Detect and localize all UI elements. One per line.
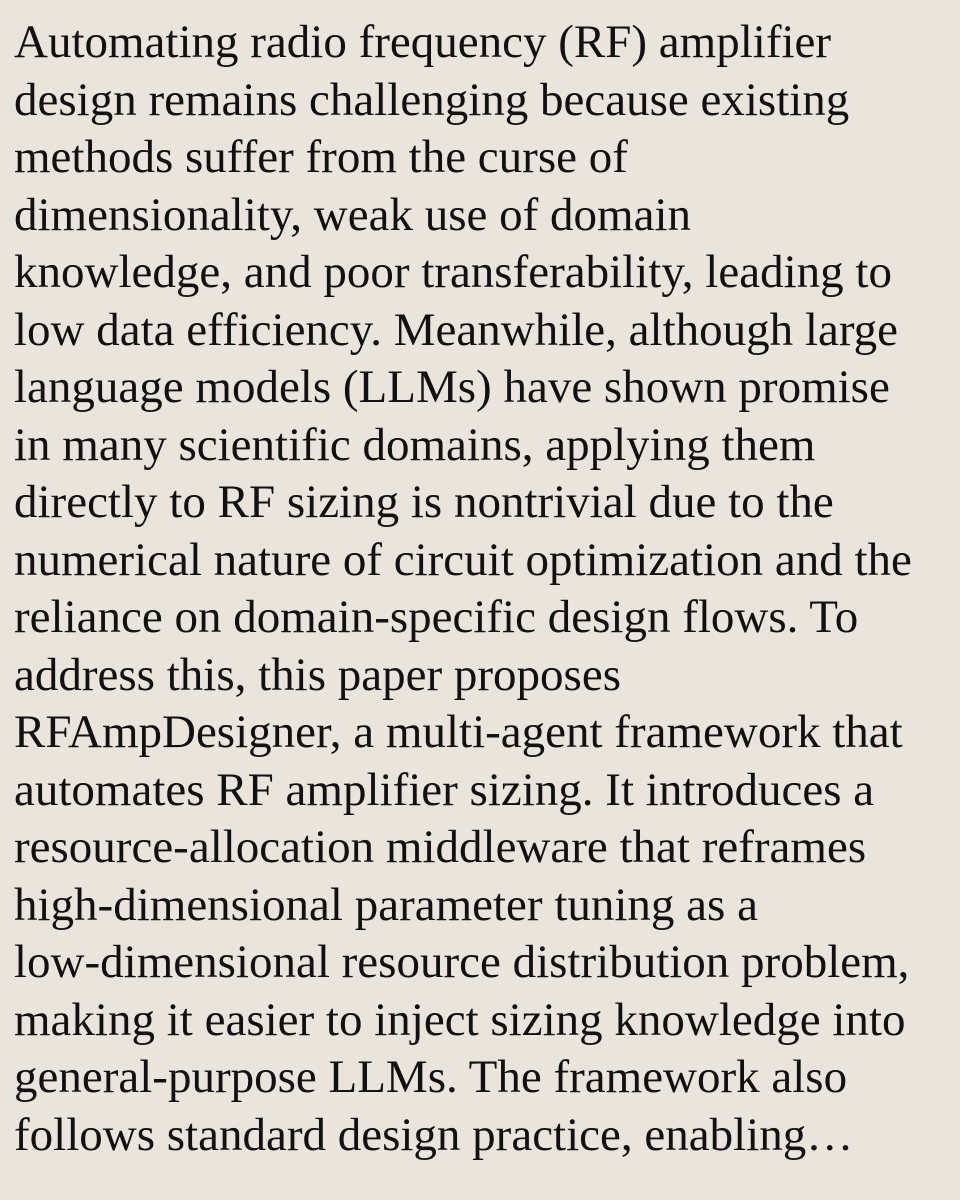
text-line: low-dimensional resource distribution problem, (14, 936, 910, 988)
text-line: general-purpose LLMs. The framework also (14, 1051, 848, 1103)
text-line: knowledge, and poor transferability, leading to (14, 246, 892, 298)
text-line: follows standard design practice, enabling… (14, 1108, 854, 1161)
text-line: design remains challenging because existing (14, 73, 850, 126)
text-line: language models (LLMs) have shown promise (14, 361, 890, 413)
text-line: numerical nature of circuit optimization and the (14, 533, 912, 586)
text-line: low data efficiency. Meanwhile, although large (14, 303, 898, 356)
text-line: making it easier to inject sizing knowledge into (14, 993, 906, 1046)
text-line: RFAmpDesigner, a multi-agent framework that (14, 706, 903, 758)
text-line: dimensionality, weak use of domain (14, 188, 692, 241)
text-line: methods suffer from the curse of (14, 131, 628, 183)
text-line: Automating radio frequency (RF) amplifier (14, 16, 832, 68)
text-line: directly to RF sizing is nontrivial due to the (14, 476, 834, 528)
text-line: resource-allocation middleware that reframes (14, 821, 867, 873)
text-line: reliance on domain-specific design flows. To (14, 591, 859, 643)
text-line: high-dimensional parameter tuning as a (14, 878, 758, 931)
text-line: automates RF amplifier sizing. It introduces a (14, 763, 875, 816)
text-line: in many scientific domains, applying them (14, 418, 816, 471)
text-line: address this, this paper proposes (14, 648, 621, 701)
abstract-text-block (14, 14, 954, 1164)
